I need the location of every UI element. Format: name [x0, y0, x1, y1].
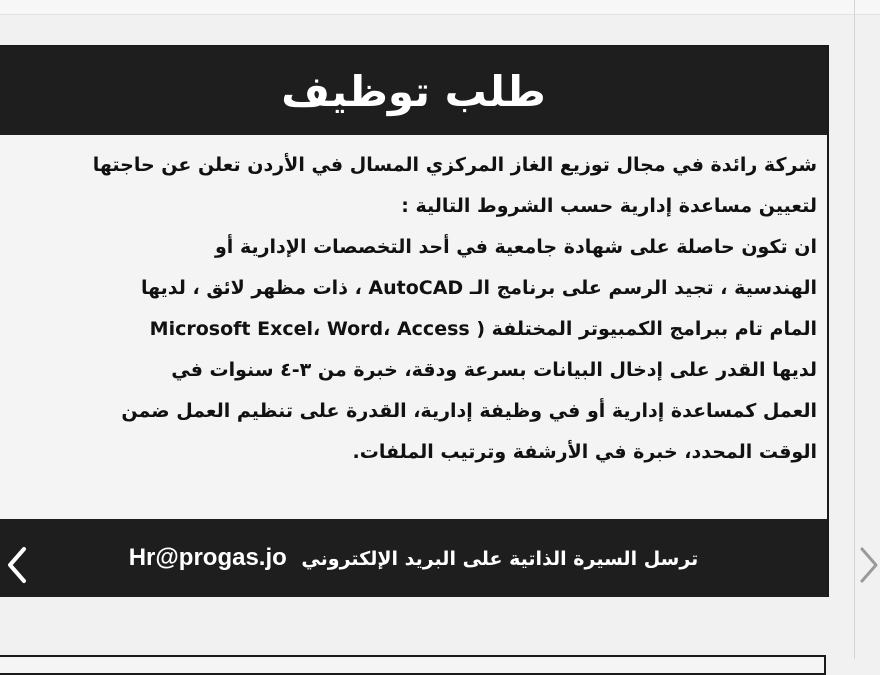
ad-body	[0, 145, 817, 473]
ad-line-1: شركة رائدة في مجال توزيع الغاز المركزي المسال في الأردن تعلن عن حاجتها	[92, 154, 817, 176]
top-page-strip	[0, 0, 880, 15]
job-advertisement	[0, 45, 829, 597]
next-ad-border	[0, 655, 826, 675]
ad-line-2: لتعيين مساعدة إدارية حسب الشروط التالية :	[401, 195, 817, 217]
footer-instruction	[129, 544, 699, 572]
page-gutter-line	[854, 0, 855, 659]
footer-band	[0, 519, 827, 597]
ad-title: طلب توظيف	[281, 66, 546, 116]
ad-line-7: العمل كمساعدة إدارية أو في وظيفة إدارية، القدرة على تنظيم العمل ضمن	[121, 400, 817, 422]
footer-label: ترسل السيرة الذاتية على البريد الإلكتروني	[301, 548, 699, 570]
contact-email: Hr@progas.jo	[128, 544, 287, 571]
chevron-left-icon[interactable]	[4, 545, 30, 585]
ad-line-4: الهندسية ، تجيد الرسم على برنامج الـ AutoCAD ، ذات مظهر لائق ، لديها	[140, 277, 817, 299]
title-band	[0, 47, 827, 135]
ad-line-8: الوقت المحدد، خبرة في الأرشفة وترتيب الملفات.	[352, 441, 817, 463]
ad-line-6: لديها القدر على إدخال البيانات بسرعة ودقة، خبرة من ٣-٤ سنوات في	[171, 359, 817, 381]
ad-line-5: المام تام ببرامج الكمبيوتر المختلفة ( Microsoft Excel، Word، Access	[149, 318, 817, 340]
chevron-right-icon[interactable]	[858, 545, 880, 585]
ad-line-3: ان تكون حاصلة على شهادة جامعية في أحد التخصصات الإدارية أو	[215, 236, 817, 258]
